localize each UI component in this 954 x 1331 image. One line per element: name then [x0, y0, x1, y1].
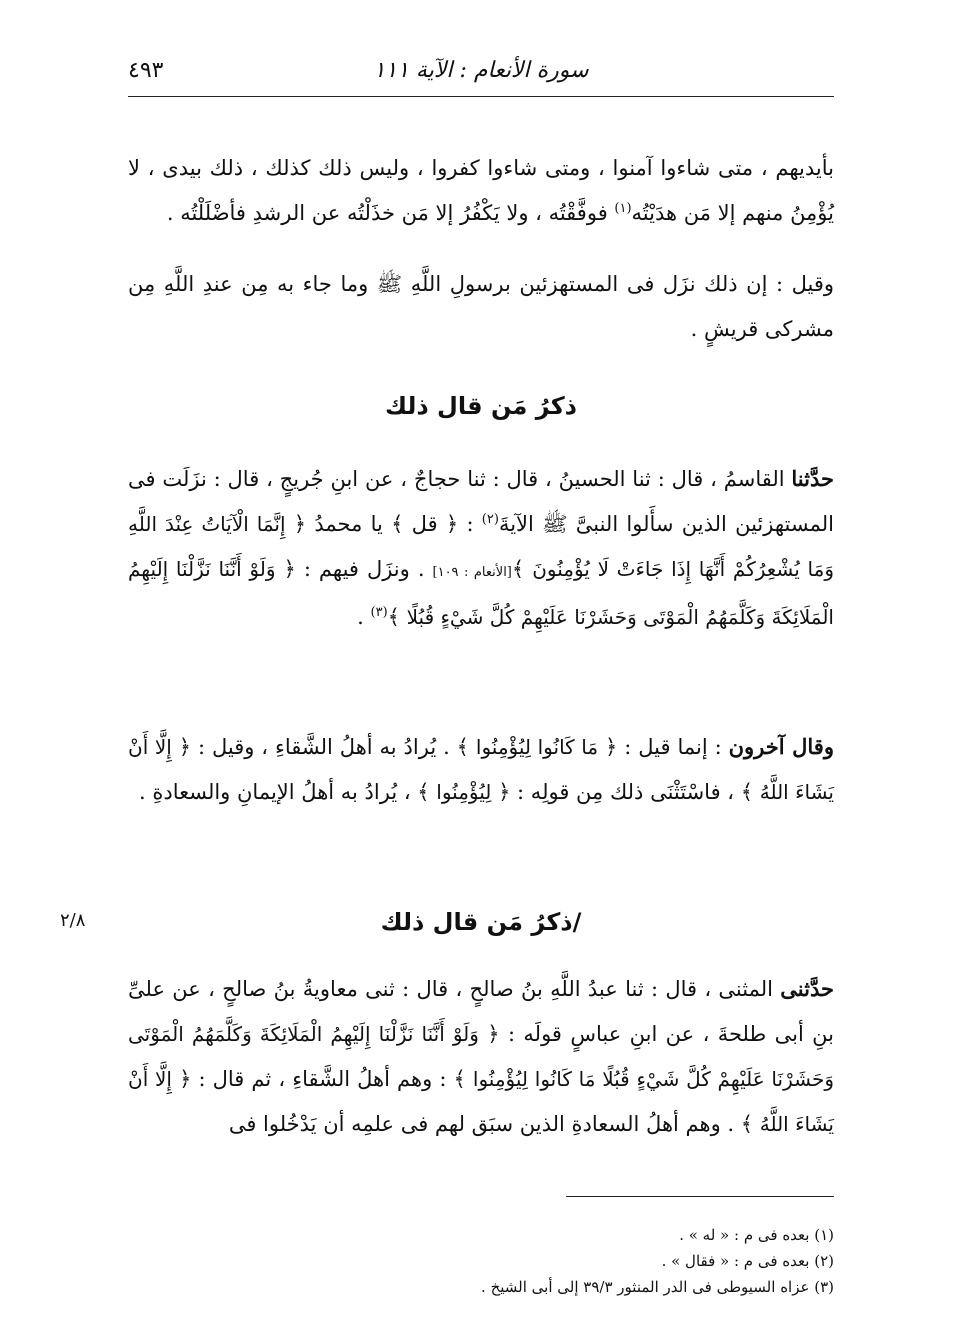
paragraph-text: ﴾ : وهم أهلُ الشَّقاءِ ، ثم قال : ﴿ [171, 1067, 473, 1091]
paragraph-text: بأيديهم ، متى شاءوا آمنوا ، ومتى شاءوا كفروا ، وليس ذلك كذلك ، ذلك بيدى ، لا يُؤْمِنُ منهم إلا مَن هدَيْتُه [128, 156, 834, 225]
margin-volume-note: ٢/٨ [60, 910, 86, 931]
paragraph-text: وقيل : إن ذلك نزَل فى المستهزئين برسولِ اللَّهِ ﷺ وما جاء به مِن عندِ اللَّهِ مِن مشركى قريشٍ . [128, 272, 834, 341]
quran-verse: مَا كَانُوا لِيُؤْمِنُوا [475, 735, 599, 759]
footnote-1: (١) بعده فى م : « له » . [679, 1226, 834, 1244]
paragraph-3 [128, 456, 834, 640]
paragraph-4 [128, 724, 834, 815]
paragraph-text: فوفَّقْتُه ، ولا يَكْفُرُ إلا مَن خذَلْتُه عن الرشدِ فأضْلَلْتُه . [166, 201, 615, 225]
paragraph-1 [128, 146, 834, 236]
paragraph-text: . [357, 605, 371, 629]
paragraph-text: ﴾ [387, 605, 407, 629]
quran-verse: إِلَّا أَنْ يَشَاءَ اللَّهُ [128, 735, 834, 804]
quran-verse: وَلَوْ أَنَّنَا نَزَّلْنَا إِلَيْهِمُ الْمَلَائِكَةَ وَكَلَّمَهُمُ الْمَوْتَى وَحَشَرْنَا عَلَيْهِمْ كُلَّ شَيْءٍ قُبُلًا [128, 557, 834, 629]
footnote-3: (٣) عزاه السيوطى فى الدر المنثور ٣٩/٣ إلى أبى الشيخ . [481, 1278, 834, 1296]
quran-verse: لِيُؤْمِنُوا [436, 780, 492, 804]
quran-verse: إِنَّمَا الْآيَاتُ عِنْدَ اللَّهِ وَمَا يُشْعِرُكُمْ أَنَّهَا إِذَا جَاءَتْ لَا يُؤْمِنُونَ [128, 512, 835, 581]
quran-verse: وَلَوْ أَنَّنَا نَزَّلْنَا إِلَيْهِمُ الْمَلَائِكَةَ وَكَلَّمَهُمُ الْمَوْتَى وَحَشَرْنَا عَلَيْهِمْ كُلَّ شَيْءٍ قُبُلًا مَا كَانُوا لِيُؤْمِنُوا [128, 1022, 834, 1091]
paragraph-text: : ﴿ قل ﴾ يا محمدُ ﴿ [285, 512, 482, 536]
verse-reference: [الأنعام : ١٠٩] [432, 565, 512, 580]
header-rule [128, 96, 834, 97]
paragraph-text: ﴾ ، يُرادُ به أهلُ الإيمانِ والسعادةِ . [138, 780, 437, 804]
paragraph-text: القاسمُ ، قال : ثنا الحسينُ ، قال : ثنا حجاجٌ ، عن ابنِ جُريجٍ ، قال : نزَلَت فى المستهزئين الذين سأَلوا النبىَّ ﷺ الآيةَ [128, 467, 834, 536]
footnote-marker: (٣) [370, 605, 388, 620]
page-header [128, 58, 834, 92]
paragraph-text: : إنما قيل : ﴿ [598, 735, 729, 759]
paragraph-text: ﴾ [511, 557, 533, 581]
isnad-lead: حدَّثنا [791, 466, 834, 491]
opinion-lead: وقال آخرون [728, 734, 834, 759]
page-number: ٤٩٣ [128, 58, 164, 83]
footnote-rule [566, 1196, 834, 1197]
paragraph-text: . ونزَل فيهم : ﴿ [275, 557, 433, 581]
paragraph-text: ﴾ . يُرادُ به أهلُ الشَّقاءِ ، وقيل : ﴿ [171, 735, 476, 759]
paragraph-text: ﴾ ، فاسْتَثْنَى ذلك مِن قولِه : ﴿ [491, 780, 760, 804]
section-heading: /ذكرُ مَن قال ذلك [380, 908, 582, 936]
footnotes [128, 1222, 834, 1300]
paragraph-5 [128, 966, 834, 1147]
paragraph-2 [128, 262, 834, 352]
paragraph-text: ﴾ . وهم أهلُ السعادةِ الذين سبَق لهم فى علمِه أن يَدْخُلوا فى [228, 1112, 760, 1136]
paragraph-text: المثنى ، قال : ثنا عبدُ اللَّهِ بنُ صالحٍ ، قال : ثنى معاويةُ بنُ صالحٍ ، عن علىِّ بنِ أبى طلحةَ ، عن ابنِ عباسٍ قولَه : ﴿ [128, 977, 834, 1046]
footnote-marker: (١) [614, 201, 632, 216]
section-heading: ذكرُ مَن قال ذلك [385, 392, 577, 420]
quran-verse: إِلَّا أَنْ يَشَاءَ اللَّهُ [128, 1067, 834, 1136]
footnote-marker: (٢) [481, 512, 499, 527]
running-title: سورة الأنعام : الآية ١١١ [373, 58, 589, 83]
footnote-2: (٢) بعده فى م : « فقال » . [661, 1252, 834, 1270]
isnad-lead: حدَّثنى [780, 976, 834, 1001]
